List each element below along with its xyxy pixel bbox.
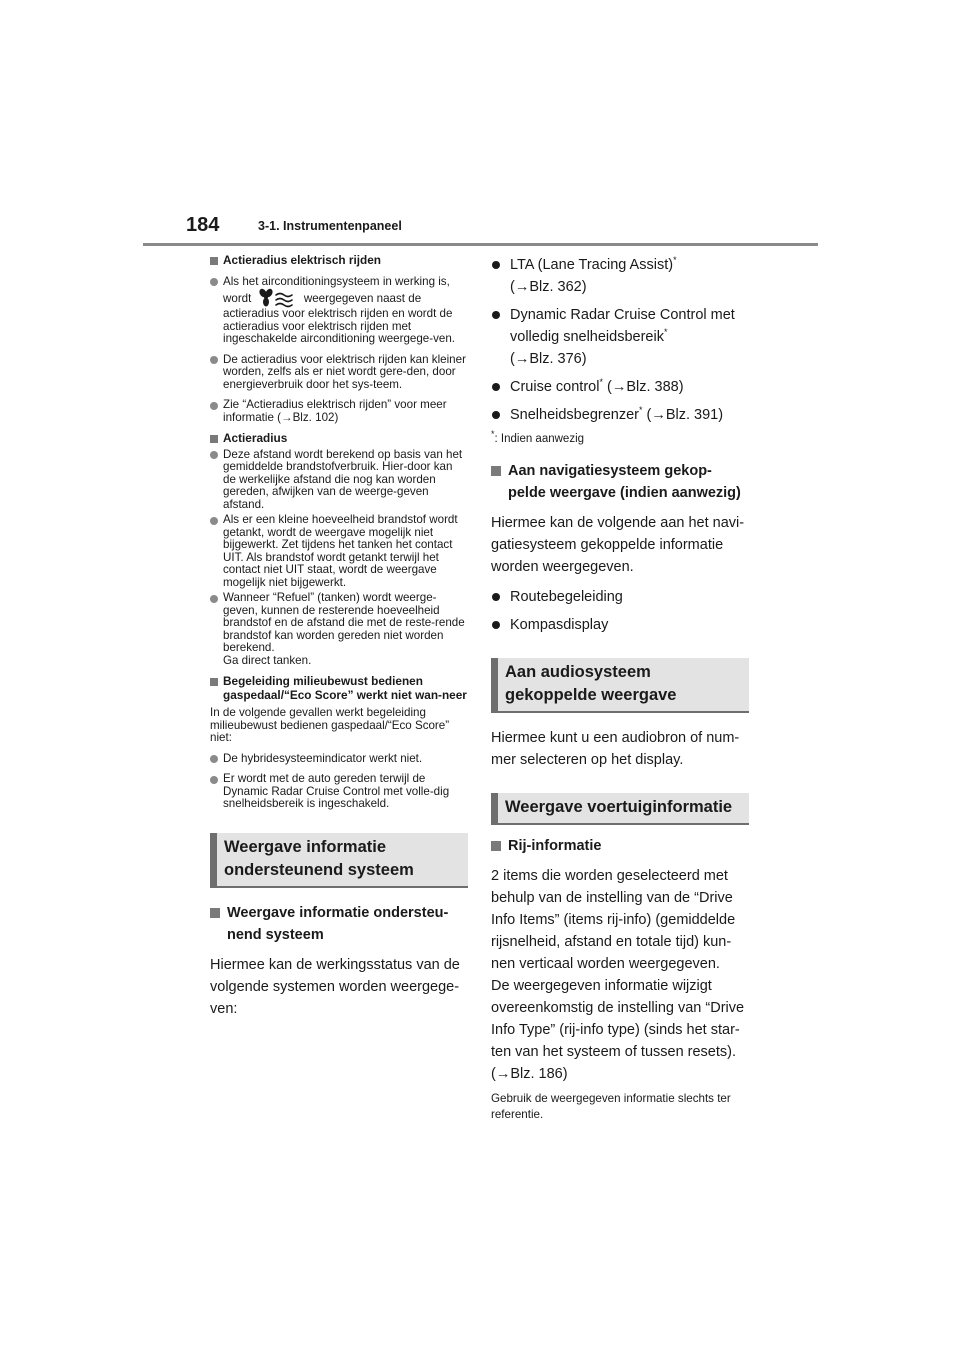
heading-navigation: Aan navigatiesysteem gekop-pelde weergave (indien aanwezig) — [491, 460, 749, 504]
footnote-star: * — [663, 327, 668, 338]
paragraph-eco-score: In de volgende gevallen werkt begeleiding milieubewust bedienen gaspedaal/“Eco Score” niet: — [210, 706, 450, 744]
footnote-star: * — [599, 377, 603, 388]
bullet-drcc-active: Er wordt met de auto gereden terwijl de Dynamic Radar Cruise Control met volle-dig snelheidsbereik is ingeschakeld. — [210, 773, 468, 811]
bullet-lta — [491, 254, 749, 298]
heading-drive-info: Rij-informatie — [491, 835, 749, 857]
footnote-star: * — [638, 405, 643, 416]
page-ref: (→Blz. 362) — [510, 279, 587, 295]
bullet-text: Ga direct tanken. — [223, 653, 312, 667]
right-column — [491, 254, 749, 1122]
bullet-text: LTA (Lane Tracing Assist) — [510, 257, 674, 273]
footnote — [491, 429, 749, 446]
page-ref: (→Blz. 376) — [510, 351, 587, 367]
paragraph-navigation: Hiermee kan de volgende aan het navi-gatiesysteem gekoppelde informatie worden weergegeven. — [491, 515, 745, 575]
section-box-vehicle-info: Weergave voertuiginformatie — [491, 793, 749, 825]
bullet-compass: Kompasdisplay — [491, 614, 749, 636]
bullet-text: Cruise control — [510, 379, 600, 395]
heading-support-system: Weergave informatie ondersteu-nend systeem — [210, 902, 468, 946]
bullet-ac-ev-range — [210, 276, 468, 346]
bullet-text: Wanneer “Refuel” (tanken) wordt weerge-geven, kunnen de resterende hoeveelheid brandstof en de afstand die met de reste-rende brandstof kan worden gereden niet worden berekend. — [223, 591, 465, 654]
bullet-text: weergegeven naast de actieradius voor elektrisch rijden en wordt de actieradius voor elektrisch rijden met ingeschakelde airconditioning weergege-ven. — [223, 292, 456, 345]
bullet-refuel — [210, 592, 468, 667]
bullet-drcc — [491, 304, 749, 370]
footnote-text: : Indien aanwezig — [494, 433, 585, 445]
footnote-star: * — [491, 429, 495, 440]
bullet-see-ev-range: Zie “Actieradius elektrisch rijden” voor meer informatie (→Blz. 102) — [210, 399, 468, 424]
section-box-support-system: Weergave informatie ondersteunend systeem — [210, 833, 468, 888]
bullet-small-fuel: Als er een kleine hoeveelheid brandstof wordt getankt, wordt de weergave mogelijk niet bijgewerkt. Zet tijdens het tanken het contact UIT. Als brandstof wordt getankt terwijl het contact niet UIT staat, wordt de weergave mogelijk niet bijgewerkt. — [210, 514, 468, 589]
page-ref: (→Blz. 186) — [491, 1066, 568, 1082]
heading-ev-range: Actieradius elektrisch rijden — [210, 254, 468, 268]
heading-range: Actieradius — [210, 432, 468, 446]
bullet-route-guidance: Routebegeleiding — [491, 586, 749, 608]
section-title: 3-1. Instrumentenpaneel — [258, 219, 402, 233]
paragraph-audio: Hiermee kunt u een audiobron of num-mer selecteren op het display. — [491, 730, 740, 768]
page-number: 184 — [186, 214, 220, 236]
heading-eco-score: Begeleiding milieubewust bedienen gaspedaal/“Eco Score” werkt niet wan-neer — [210, 675, 468, 702]
paragraph-support-system: Hiermee kan de werkingsstatus van de volgende systemen worden weergege-ven: — [210, 956, 460, 1017]
bullet-text: Als het airconditioningsysteem in werking is, wordt — [223, 274, 450, 305]
ac-fan-icon — [257, 288, 297, 308]
paragraph-drive-info — [491, 865, 749, 1085]
bullet-ev-range-smaller: De actieradius voor elektrisch rijden kan kleiner worden, zelfs als er niet wordt gere-den, door energieverbruik door het sys-teem. — [210, 354, 468, 392]
bullet-cruise-control — [491, 376, 749, 398]
bullet-text: Dynamic Radar Cruise Control met volledig snelheidsbereik — [510, 307, 735, 345]
bullet-hybrid-indicator: De hybridesysteemindicator werkt niet. — [210, 753, 468, 766]
page-ref: (→Blz. 391) — [642, 407, 724, 423]
section-box-audio: Aan audiosysteem gekoppelde weergave — [491, 658, 749, 713]
bullet-range-calc: Deze afstand wordt berekend op basis van het gemiddelde brandstofverbruik. Hier-door kan de werkelijke afstand die nog kan worden gereden, afwijken van de weerge-geven afstand. — [210, 449, 468, 512]
header-rule — [143, 243, 818, 246]
bullet-text: Snelheidsbegrenzer — [510, 407, 639, 423]
paragraph-line: De weergegeven informatie wijzigt overeenkomstig de instelling van “Drive Info Type” (rij-info type) (sinds het star-ten van het systeem of tussen resets). — [491, 978, 745, 1060]
left-column — [210, 254, 468, 1028]
footnote-star: * — [673, 255, 677, 266]
paragraph-line: 2 items die worden geselecteerd met behulp van de instelling van de “Drive Info Items” (items rij-info) (gemiddelde rijsnelheid, afstand en totale tijd) kun-nen verticaal worden weergegeven. — [491, 868, 736, 972]
bullet-speed-limiter — [491, 404, 749, 426]
page-ref: (→Blz. 388) — [602, 379, 684, 395]
note-reference: Gebruik de weergegeven informatie slechts ter referentie. — [491, 1092, 731, 1121]
